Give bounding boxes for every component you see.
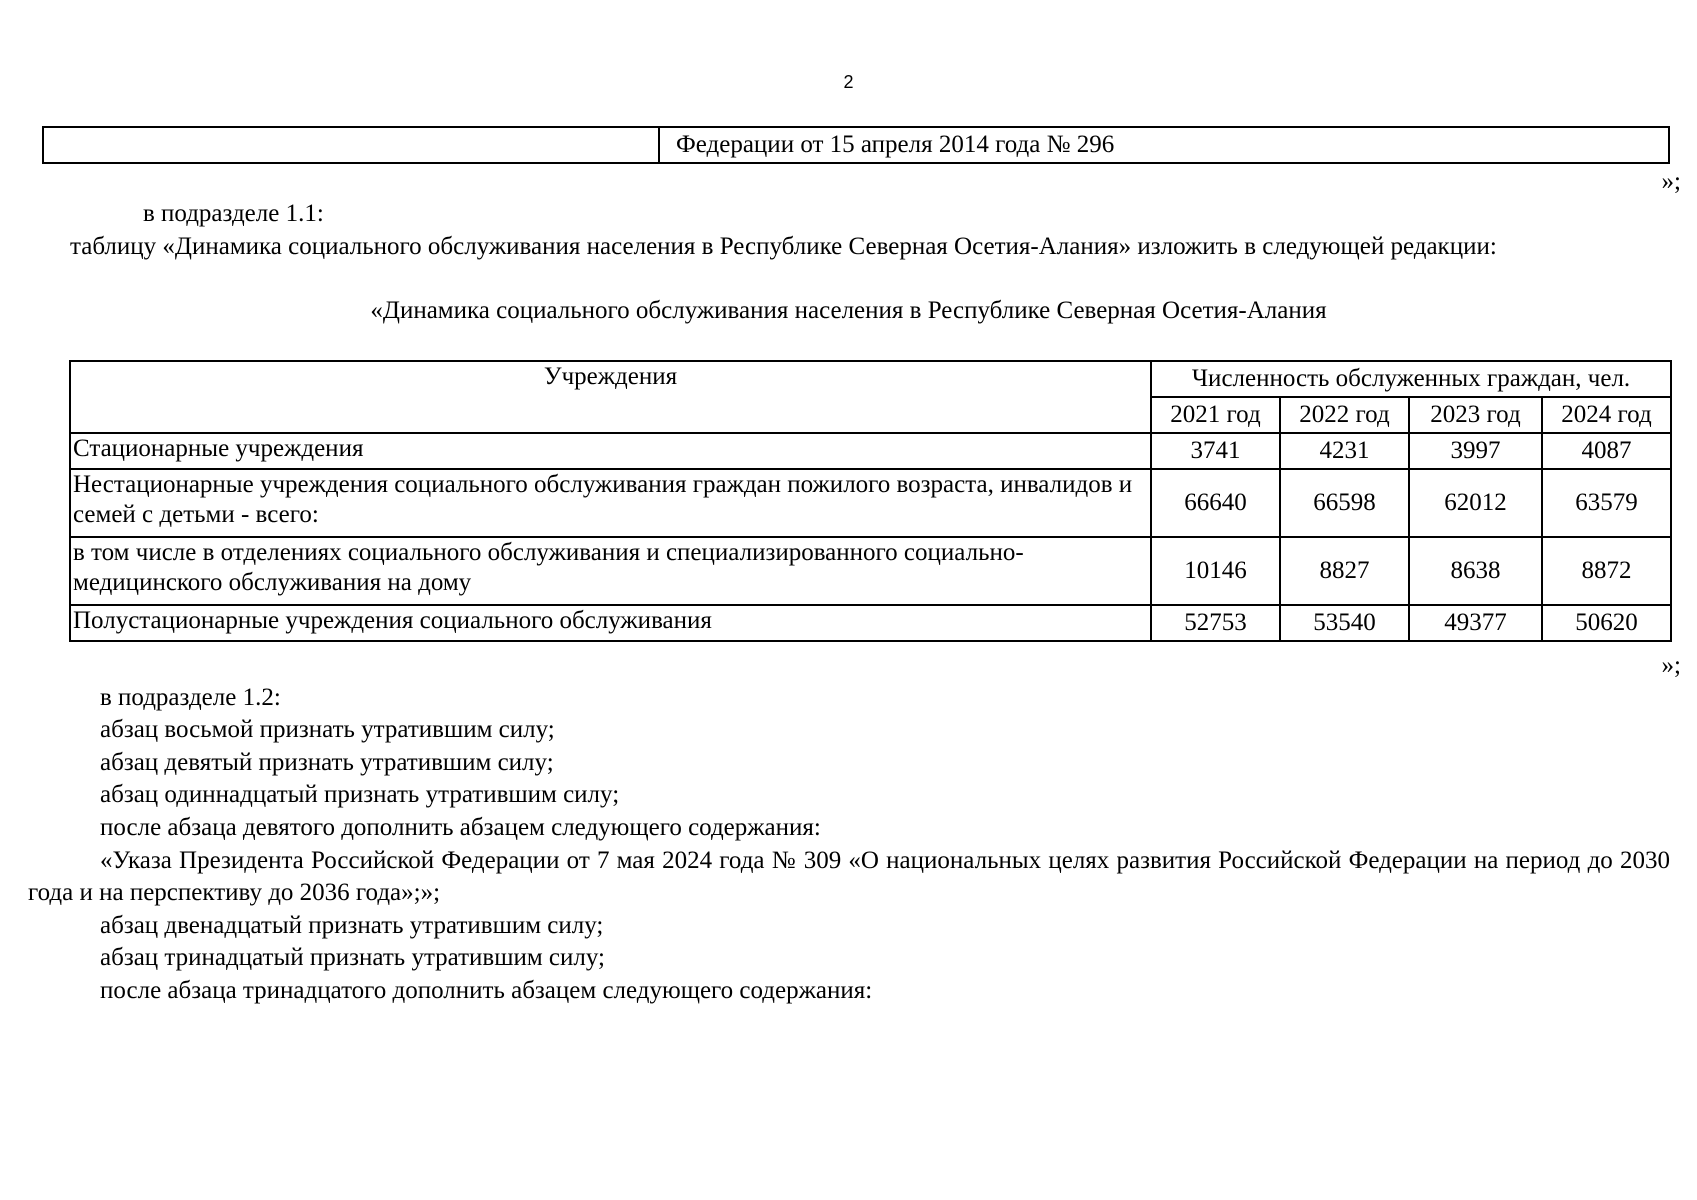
row-value: 66640 [1151, 469, 1280, 537]
row-value: 4231 [1280, 433, 1409, 469]
row-value: 52753 [1151, 605, 1280, 641]
list-item: абзац двенадцатый признать утратившим силу; [100, 912, 604, 939]
row-value: 53540 [1280, 605, 1409, 641]
row-value: 63579 [1542, 469, 1671, 537]
table-title: «Динамика социального обслуживания населения в Республике Северная Осетия-Алания [370, 297, 1327, 324]
row-value: 3997 [1409, 433, 1542, 469]
list-item: абзац восьмой признать утратившим силу; [100, 716, 555, 743]
header-year: 2024 год [1542, 397, 1671, 433]
row-name: в том числе в отделениях социального обслуживания и специализированного социально-медицинского обслуживания на дому [70, 537, 1151, 605]
row-value: 8638 [1409, 537, 1542, 605]
row-value: 10146 [1151, 537, 1280, 605]
table-row [70, 469, 1671, 537]
row-name: Нестационарные учреждения социального обслуживания граждан пожилого возраста, инвалидов и семей с детьми - всего: [70, 469, 1151, 537]
row-value: 4087 [1542, 433, 1671, 469]
header-institutions: Учреждения [70, 361, 1151, 433]
row-name: Стационарные учреждения [70, 433, 1151, 469]
table-row [70, 605, 1671, 641]
closing-quote: »; [1661, 652, 1681, 679]
section-heading-1-2: в подразделе 1.2: [100, 684, 281, 711]
continuation-left-cell [43, 127, 659, 163]
decree-paragraph: «Указа Президента Российской Федерации от 7 мая 2024 года № 309 «О национальных целях развития Российской Федерации на период до 2030 года и на перспективу до 2036 года»;»; [28, 847, 1670, 906]
list-item: абзац тринадцатый признать утратившим силу; [100, 944, 605, 971]
row-value: 8827 [1280, 537, 1409, 605]
header-year: 2022 год [1280, 397, 1409, 433]
table-row [70, 433, 1671, 469]
header-year: 2021 год [1151, 397, 1280, 433]
intro-paragraph: таблицу «Динамика социального обслуживания населения в Республике Северная Осетия-Алания» изложить в следующей редакции: [70, 233, 1497, 260]
row-value: 66598 [1280, 469, 1409, 537]
section-heading-1-1: в подразделе 1.1: [143, 200, 324, 227]
row-name: Полустационарные учреждения социального обслуживания [70, 605, 1151, 641]
row-value: 62012 [1409, 469, 1542, 537]
row-value: 49377 [1409, 605, 1542, 641]
continuation-table [42, 126, 1670, 164]
row-value: 50620 [1542, 605, 1671, 641]
social-services-table [69, 360, 1672, 642]
list-item: после абзаца тринадцатого дополнить абзацем следующего содержания: [100, 977, 873, 1004]
header-count: Численность обслуженных граждан, чел. [1151, 361, 1671, 397]
list-item: абзац девятый признать утратившим силу; [100, 749, 554, 776]
table-row [70, 537, 1671, 605]
list-item: после абзаца девятого дополнить абзацем следующего содержания: [100, 814, 821, 841]
closing-quote: »; [1661, 168, 1681, 195]
header-year: 2023 год [1409, 397, 1542, 433]
row-value: 3741 [1151, 433, 1280, 469]
page-number: 2 [843, 72, 854, 92]
continuation-right-cell: Федерации от 15 апреля 2014 года № 296 [659, 127, 1669, 163]
list-item: абзац одиннадцатый признать утратившим силу; [100, 781, 620, 808]
row-value: 8872 [1542, 537, 1671, 605]
